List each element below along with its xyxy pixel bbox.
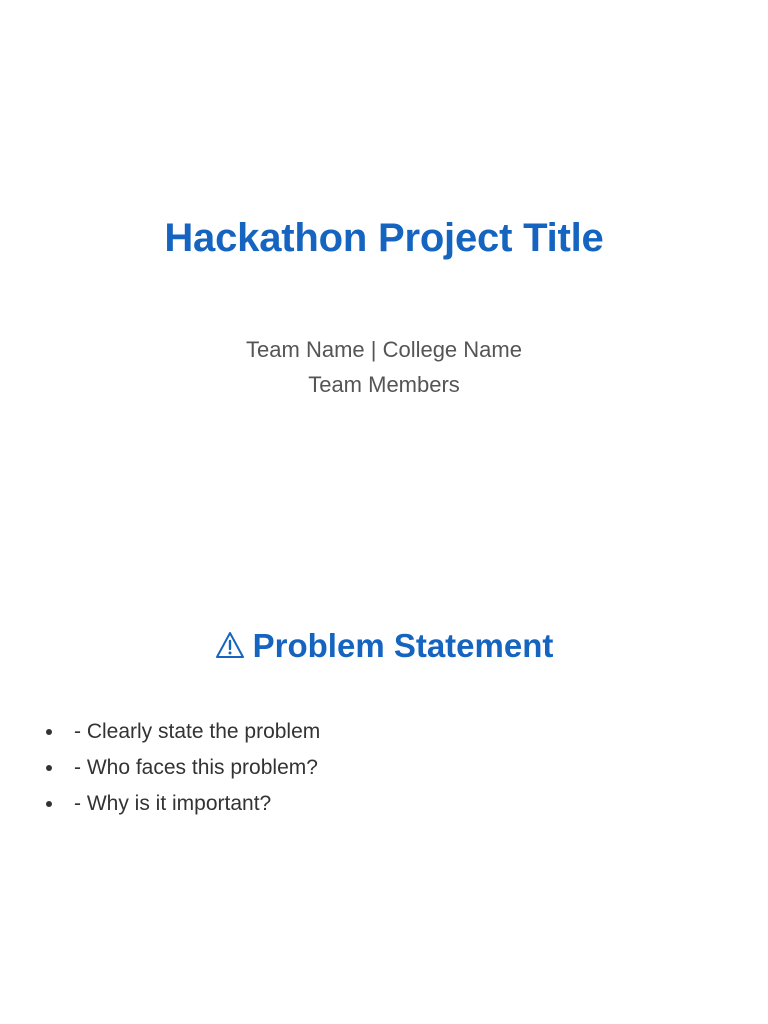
warning-icon (215, 629, 245, 667)
subtitle-block (0, 332, 768, 402)
bullet-text: - Who faces this problem? (74, 756, 318, 779)
bullet-item (44, 750, 320, 786)
bullet-text: - Clearly state the problem (74, 720, 321, 743)
section-heading (0, 627, 768, 667)
bullet-item (44, 714, 320, 750)
bullet-list (44, 714, 320, 822)
bullet-item (44, 786, 320, 822)
problem-statement-slide (0, 512, 768, 1024)
bullet-dot (46, 729, 52, 735)
project-title: Hackathon Project Title (164, 216, 604, 260)
bullet-dot (46, 765, 52, 771)
team-and-college: Team Name | College Name (246, 337, 522, 362)
section-heading-text: Problem Statement (252, 627, 554, 664)
team-members: Team Members (308, 372, 460, 397)
bullet-dot (46, 801, 52, 807)
bullet-text: - Why is it important? (74, 792, 272, 815)
